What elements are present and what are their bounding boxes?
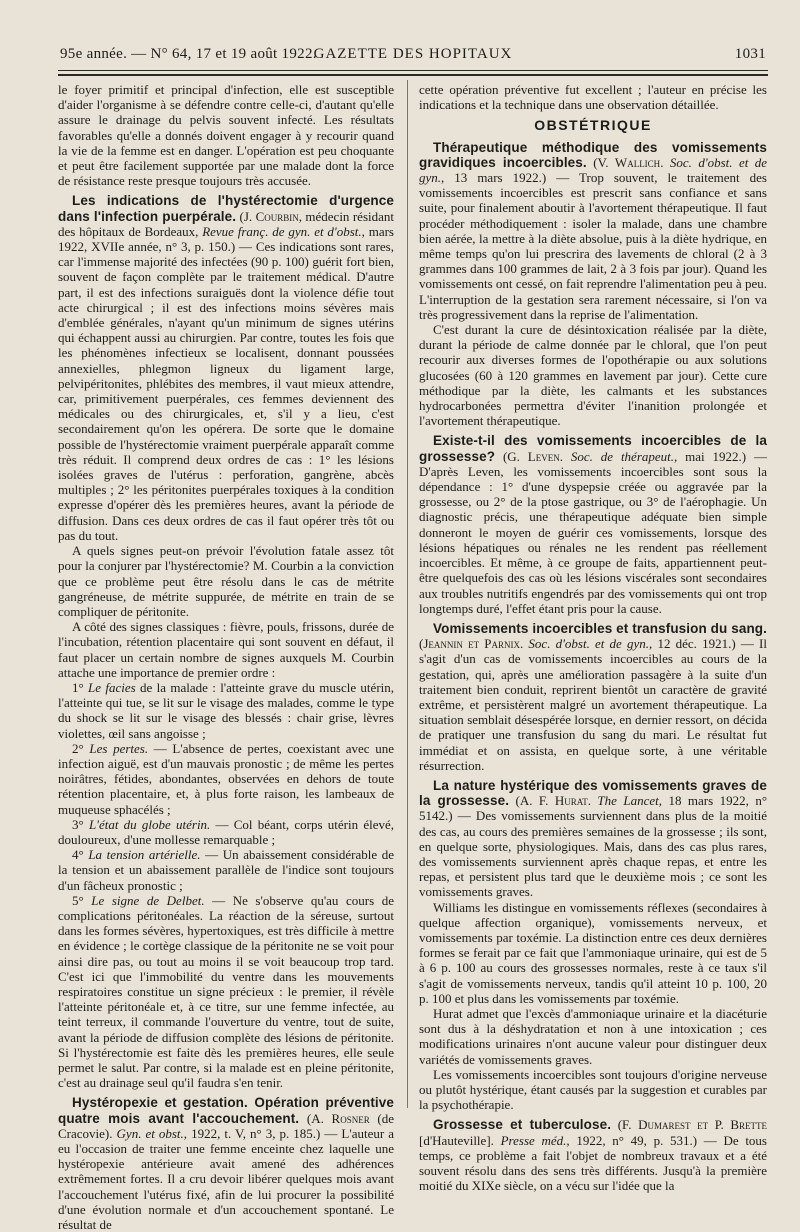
author: Hurat [554,793,588,809]
page-number: 1031 [734,46,766,62]
author: Jeannin et Parnix [423,636,520,652]
author: Courbin [255,208,299,224]
article-hysteropexie: Hystéropexie et gestation. Opération préventive quatre mois avant l'accouchement. (A. Rosner (de Cracovie). Gyn. et obst., 1922, t. V, n° 3, p. 185.) — L'auteur a eu l'occasion de traiter une femme enceinte chez laquelle une hystéropexie antérieure avait amené des adhérences extrêmement fortes. Il a cru devoir libérer quelques mois avant l'accouchement l'utérus fixé, afin de lui procurer la possibilité d'une évolution normale et d'un accouchement spontané. Le résultat de [58,1095,395,1232]
list-item: 5° Le signe de Delbet. — Ne s'observe qu'au cours de complications péritonéales. La réaction de la séreuse, surtout dans les formes sévères, hypertoxiques, est très difficile à mettre en évidence ; le cortège classique de la péritonite ne se voit pour ainsi dire pas, ou tout au moins il se voit beaucoup trop tard. C'est ici que l'immobilité du ventre dans les mouvements respiratoires constitue un signe précieux : le premier, il révèle l'atteinte péritonéale et, à ce titre, sur une femme infectée, au teint terreux, il commande l'ouverture du ventre, tout de suite, avant la période de diffusion complète des lésions de péritonite. Si l'hystérectomie est faite dès les premières heures, elle seule permet le salut. Par contre, si la malade est en pleine péritonite, c'est au drainage seul qu'il faudra s'en tenir. [58,892,394,1091]
article-tuberculose: Grossesse et tuberculose. (F. Dumarest et P. Brette [d'Hauteville]. Presse méd., 1922, n° 49, p. 531.) — De tous temps, ce problème a fait l'objet de nombreux travaux et a été souvent résolu dans des sens très différents. Jusqu'à la première moitié du XIXe siècle, on a vécu sur l'idée que la [419,1117,768,1194]
article-title: Vomissements incoercibles et transfusion du sang. [433,620,767,636]
journal: Soc. de thérapeut. [570,448,675,464]
article-title: Thérapeutique méthodique des vomissements gravidiques incoercibles. [419,139,767,170]
paragraph: Williams les distingue en vomissements réflexes (secondaires à quelque affection organique), vomissements nerveux, et vomissements par toxémie. La distinction entre ces deux dernières formes se ferait par ce fait que l'ammoniaque urinaire, qui est de 5 à 6 p. 100 au cours des grossesses normales, reste à ce taux s'il s'agit de vomissements nerveux, tandis qu'il atteint 10 p. 100, 20 p. 100 et plus dans les vomissements par toxémie. [419,899,767,1006]
journal: Presse méd. [500,1132,567,1148]
right-column [419,82,767,1193]
paragraph: Les vomissements incoercibles sont toujours d'origine nerveuse ou plutôt hystérique, étant causés par la suggestion et curables par la psychothérapie. [419,1066,767,1113]
article-existe: Existe-t-il des vomissements incoercibles de la grossesse? (G. Leven. Soc. de thérapeut., mai 1922.) — D'après Leven, les vomissements incoercibles sont sous la dépendance : 1° d'une dyspepsie créée ou aggravée par la grossesse, ou 2° de la ptose gastrique, ou 3° de l'aérophagie. Un diagnostic précis, une thérapeutique adéquate bien simple donneront le moyen de guérir ces vomissements, lorsque des lésions hépatiques ou rénales ne les rendent pas réellement incoercibles. Et même, à ce groupe de faits, appartiennent peut-être quelquefois des cas où les lésions viscérales sont secondaires aux troubles nutritifs engendrés par des vomissements qui ont trop longtemps duré, l'effet étant pris pour la cause. [419,433,768,616]
journal: The Lancet [597,793,659,809]
column-divider [407,80,408,1108]
header-rule-thick [58,74,768,76]
article-body: — D'après Leven, les vomissements incoercibles sont sous la dépendance : 1° d'une dyspepsie créée ou aggravée par la grossesse, ou 2° de la ptose gastrique, ou 3° de l'aérophagie. Un diagnostic précis, une thérapeutique adéquate bien simple donneront le moyen de guérir ces vomissements, lorsque des lésions hépatiques ou rénales ne les rendent pas réellement incoercibles. Et même, à ce groupe de faits, appartiennent peut-être quelquefois des cas où les lésions viscérales sont secondaires aux troubles nutritifs engendrés par des vomissements qui ont trop longtemps duré, l'effet étant pris pour la cause. [419,448,768,616]
author: Wallich [614,154,661,170]
article-body: — L'auteur a eu l'occasion de traiter une femme enceinte chez laquelle une hystéropexie antérieure avait amené des adhérences extrêmement fortes. Il a cru devoir libérer quelques mois avant l'accouchement l'utérus fixé, afin de lui procurer la possibilité d'une évolution normale et d'un accouchement spontané. Le résultat de [58,1125,394,1232]
section-heading: OBSTÉTRIQUE [534,117,652,134]
journal: Revue franç. de gyn. et d'obst. [202,223,362,239]
paragraph: Hurat admet que l'excès d'ammoniaque urinaire et la diacéturie sont dus à la déshydratation et non à une intoxication ; ces modifications urinaires n'ont aucune valeur pour distinguer deux variétés de vomissements graves. [419,1005,767,1067]
list-item: 2° Les pertes. — L'absence de pertes, coexistant avec une infection aiguë, est d'un mauvais pronostic ; de même les pertes noirâtres, fétides, abondantes, observées en dehors de toute rétention placentaire, et, à plus forte raison, les lambeaux de muqueuse sphacélés ; [58,740,394,817]
article-body: — Ces indications sont rares, car l'immense majorité des infectées (90 p. 100) guérit fort bien, souvent de façon complète par le traitement médical. D'autre part, il est des infections suraiguës dont la violence défie tout acte chirurgical ; il est des infections moins sévères mais d'emblée générales, n'ayant qu'un minimum de signes utérins qui échappent aussi au chirurgien. Par contre, toutes les fois que les phénomènes infectieux se localisent, donnant poussées annexielles, phlegmon ligneux du ligament large, pelvipéritonites, phlébites des membres, il vaut mieux attendre, car, primitivement puerpérales, ces femmes deviennent des médicales ou des chirurgicales, et, s'il y a lieu, c'est secondairement qu'on les opérera. De sorte que le domaine possible de l'hystérectomie vraiment puerpérale apparaît comme très réduit. Il comprend deux ordres de cas : 1° les lésions isolées graves de l'utérus : perforation, gangrène, abcès multiples ; 2° les péritonites puerpérales toxiques à la condition expresse d'opérer dès les premières heures, avant la période de diffusion. Dans ces deux ordres de cas il faut opérer très tôt ou pas du tout. [58,239,394,543]
article-title: Les indications de l'hystérectomie d'urgence dans l'infection puerpérale. [58,193,394,224]
author: Rosner [331,1110,370,1126]
author: Leven [527,448,560,464]
author: Dumarest et P. Brette [638,1117,768,1133]
paragraph: C'est durant la cure de désintoxication réalisée par la diète, durant la période de calme donnée par le chloral, que l'on peut recourir aux diverses formes de l'opothérapie ou aux solutions glucosées (60 à 120 grammes en lavement par jour). Cette cure méthodique par la diète, les calmants et les substances hydrocarbonées permettra d'éviter l'inanition prolongée et l'avortement thérapeutique. [419,322,767,429]
issue-info: 95e année. — N° 64, 17 et 19 août 1922. [60,46,317,62]
journal-title: GAZETTE DES HOPITAUX [313,46,513,62]
article-transfusion: Vomissements incoercibles et transfusion du sang. (Jeannin et Parnix. Soc. d'obst. et de gyn., 12 déc. 1921.) — Il s'agit d'un cas de vomissements incoercibles au cours de la gestation, qui, après une amélioration passagère à la suite d'un traitement bien conduit, reprirent bientôt un caractère de gravité extrême, et persistèrent malgré un avortement thérapeutique. La situation semblait désespérée lorsque, en dernier ressort, on décida de pratiquer une transfusion du sang du mari. Le résultat fut immédiat et on assista, en quelque sorte, à une véritable résurrection. [419,620,767,773]
article-title: Existe-t-il des vomissements incoercibles de la grossesse? [419,433,767,464]
journal: Gyn. et obst. [116,1125,184,1141]
paragraph: cette opération préventive fut excellent ; l'auteur en précise les indications et la technique dans une observation détaillée. [419,82,767,113]
paragraph: le foyer primitif et principal d'infection, elle est susceptible d'aider l'organisme à se défendre contre celle-ci, d'autant qu'elle assure le drainage du pelvis souvent infecté. Les résultats favorables qu'elle a donnés doivent engager à y recourir quand la vie de la femme est en danger. L'opération est peu choquante et peut être facilement supportée par une malade dont la force de résistance reste presque toujours très accusée. [58,82,394,189]
paragraph: A côté des signes classiques : fièvre, pouls, frissons, durée de l'incubation, rétention placentaire qui sont souvent en défaut, il faut placer un certain nombre de signes auxquels M. Courbin attache une importance de premier ordre : [58,619,394,680]
list-item: 4° La tension artérielle. — Un abaissement considérable de la tension et un abaissement parallèle de l'indice sont toujours d'un fâcheux pronostic ; [58,847,394,893]
page-header [60,40,766,66]
article-hysterectomie: Les indications de l'hystérectomie d'urgence dans l'infection puerpérale. (J. Courbin, médecin résidant des hôpitaux de Bordeaux, Revue franç. de gyn. et d'obst., mars 1922, XVIIe année, n° 3, p. 150.) — Ces indications sont rares, car l'immense majorité des infectées (90 p. 100) guérit fort bien, souvent de façon complète par le traitement médical. D'autre part, il est des infections suraiguës dont la violence défie tout acte chirurgical ; il est des infections moins sévères mais d'emblée générales, n'ayant qu'un minimum de signes utérins qui échappent aussi au chirurgien. Par contre, toutes les fois que les phénomènes infectieux se localisent, donnant poussées annexielles, phlegmon ligneux du ligament large, pelvipéritonites, phlébites des membres, il vaut mieux attendre, car, primitivement puerpérales, ces femmes deviennent des médicales ou des chirurgicales, et, s'il y a lieu, c'est secondairement qu'on les opérera. De sorte que le domaine possible de l'hystérectomie vraiment puerpérale apparaît comme très réduit. Il comprend deux ordres de cas : 1° les lésions isolées graves de l'utérus : perforation, gangrène, abcès multiples ; 2° les péritonites puerpérales toxiques à la condition expresse d'opérer dès les premières heures, avant la période de diffusion. Dans ces deux ordres de cas il faut opérer très tôt ou pas du tout. A quels signes peut-on prévoir l'évolution fatale assez tôt pour la conjurer par l'hystérectomie? M. Courbin a la conviction que ce problème peut être résolu dans le cas de métrite gangréneuse, de métrite suppurée, de métrite en train de se compliquer de péritonite. A côté des signes classiques : fièvre, pouls, frissons, durée de l'incubation, rétention placentaire qui sont souvent en défaut, il faut placer un certain nombre de signes auxquels M. Courbin attache une importance de premier ordre : 1° Le facies de la malade : l'atteinte grave du muscle utérin, l'atteinte qui tue, se lit sur le visage des malades, comme le type du shock se lit sur le visage des blessés : chair grise, lèvres violettes, œil sans angoisse ; 2° Les pertes. — L'absence de pertes, coexistant avec une infection aiguë, est d'un mauvais pronostic ; de même les pertes noirâtres, fétides, abondantes, observées en dehors de toute rétention placentaire, et, à plus forte raison, les lambeaux de muqueuse sphacélés ; 3° L'état du globe utérin. — Col béant, corps utérin élevé, douloureux, d'une mollesse remarquable ; 4° La tension artérielle. — Un abaissement considérable de la tension et un abaissement parallèle de l'indice sont toujours d'un fâcheux pronostic ; 5° Le signe de Delbet. — Ne s'observe qu'au cours de complications péritonéales. La réaction de la séreuse, surtout dans les formes sévères, hypertoxiques, est très difficile à mettre en évidence ; le cortège classique de la péritonite ne se voit pour ainsi dire pas, ou tout au moins il se voit beaucoup trop tard. C'est ici que l'immobilité du ventre dans les mouvements respiratoires constitue un signe précieux : le premier, il révèle l'atteinte péritonéale et, à ce titre, sur une femme infectée, au teint terreux, il commande l'ouverture du ventre, tout de suite, avant la période de diffusion complète des lésions de péritonite. Si l'hystérectomie est faite dès les premières heures, elle seule permet le salut. Par contre, si la malade est en pleine péritonite, c'est au drainage seul qu'il faudra s'en tenir. [58,193,395,1091]
header-rule [58,70,768,71]
article-body: — De tous temps, ce problème a fait l'objet de nombreux travaux et a été souvent résolu dans des sens très différents. Jusqu'à la première moitié du XIXe siècle, on a vécu sur l'idée que la [419,1132,767,1194]
left-column [58,82,394,1232]
article-body: — Des vomissements surviennent dans plus de la moitié des cas, au cours des premières semaines de la grossesse ; ils sont, en quelque sorte, physiologiques. Mais, dans des cas plus rares, des vomissements surviennent après chaque repas, et entre les repas, et persistent plus tard que le deuxième mois ; ce sont les vomissements graves. [419,808,767,900]
article-title: La nature hystérique des vomissements graves de la grossesse. [419,777,767,809]
list-item: 3° L'état du globe utérin. — Col béant, corps utérin élevé, douloureux, d'une mollesse remarquable ; [58,816,394,847]
paragraph: A quels signes peut-on prévoir l'évolution fatale assez tôt pour la conjurer par l'hystérectomie? M. Courbin a la conviction que ce problème peut être résolu dans le cas de métrite gangréneuse, de métrite suppurée, de métrite en train de se compliquer de péritonite. [58,543,394,619]
article-body: — Trop souvent, le traitement des vomissements incoercibles est prescrit sans confiance et sans suite, pour finalement aboutir à l'avortement thérapeutique. Il faut procéder méthodiquement : isoler la malade, dans une chambre bien aérée, la mettre à la diète absolue, puis à la diète hydrique, en même temps qu'on lui prescrira des lavements de chloral (2 à 3 grammes dans 100 grammes de lait, 2 à 3 fois par jour). Quand les vomissements ont cessé, on fait reprendre l'alimentation peu à peu. L'interruption de la gestation sera rarement nécessaire, si l'on va très progressivement dans la reprise de l'alimentation. [419,170,767,322]
article-body: — Il s'agit d'un cas de vomissements incoercibles au cours de la gestation, qui, après une amélioration passagère à la suite d'un traitement bien conduit, reprirent bientôt un caractère de gravité extrême, et persistèrent malgré un avortement thérapeutique. La situation semblait désespérée lorsque, en dernier ressort, on décida de pratiquer une transfusion du sang du mari. Le résultat fut immédiat et on assista, en quelque sorte, à une véritable résurrection. [419,636,767,773]
article-title: Hystéropexie et gestation. Opération préventive quatre mois avant l'accouchement. [58,1095,394,1126]
article-hysterique: La nature hystérique des vomissements graves de la grossesse. (A. F. Hurat. The Lancet, 18 mars 1922, n° 5142.) — Des vomissements surviennent dans plus de la moitié des cas, au cours des premières semaines de la grossesse ; ils sont, en quelque sorte, physiologiques. Mais, dans des cas plus rares, des vomissements surviennent après chaque repas, et entre les repas, et persistent plus tard que le deuxième mois ; ce sont les vomissements graves. Williams les distingue en vomissements réflexes (secondaires à quelque affection organique), vomissements nerveux, et vomissements par toxémie. La distinction entre ces deux dernières formes se ferait par ce fait que l'ammoniaque urinaire, qui est de 5 à 6 p. 100 au cours des grossesses normales, reste à ce taux s'il s'agit de vomissements nerveux, tandis qu'il atteint 10 p. 100, 20 p. 100 et plus dans les vomissements par toxémie. Hurat admet que l'excès d'ammoniaque urinaire et la diacéturie sont dus à la déshydratation et non à une intoxication ; ces modifications urinaires n'ont aucune valeur pour distinguer deux variétés de vomissements graves. Les vomissements incoercibles sont toujours d'origine nerveuse ou plutôt hystérique, étant causés par la suggestion et curables par la psychothérapie. [419,777,768,1113]
article-title: Grossesse et tuberculose. [433,1117,612,1133]
journal: Soc. d'obst. et de gyn. [419,154,768,186]
journal: Soc. d'obst. et de gyn. [528,636,650,652]
list-item: 1° Le facies de la malade : l'atteinte grave du muscle utérin, l'atteinte qui tue, se lit sur le visage des malades, comme le type du shock se lit sur le visage des blessés : chair grise, lèvres violettes, œil sans angoisse ; [58,679,395,741]
article-therapeutique: Thérapeutique méthodique des vomissements gravidiques incoercibles. (V. Wallich. Soc. d'obst. et de gyn., 13 mars 1922.) — Trop souvent, le traitement des vomissements incoercibles est prescrit sans confiance et sans suite, pour finalement aboutir à l'avortement thérapeutique. Il faut procéder méthodiquement : isoler la malade, dans une chambre bien aérée, la mettre à la diète absolue, puis à la diète hydrique, en même temps qu'on lui prescrira des lavements de chloral (2 à 3 grammes dans 100 grammes de lait, 2 à 3 fois par jour). Quand les vomissements ont cessé, on fait reprendre l'alimentation peu à peu. L'interruption de la gestation sera rarement nécessaire, si l'on va très progressivement dans la reprise de l'alimentation. C'est durant la cure de désintoxication réalisée par la diète, durant la période de calme donnée par le chloral, que l'on peut recourir aux diverses formes de l'opothérapie ou aux solutions glucosées (60 à 120 grammes en lavement par jour). Cette cure méthodique par la diète, les calmants et les substances hydrocarbonées permettra d'éviter l'inanition prolongée et l'avortement thérapeutique. [419,139,768,429]
